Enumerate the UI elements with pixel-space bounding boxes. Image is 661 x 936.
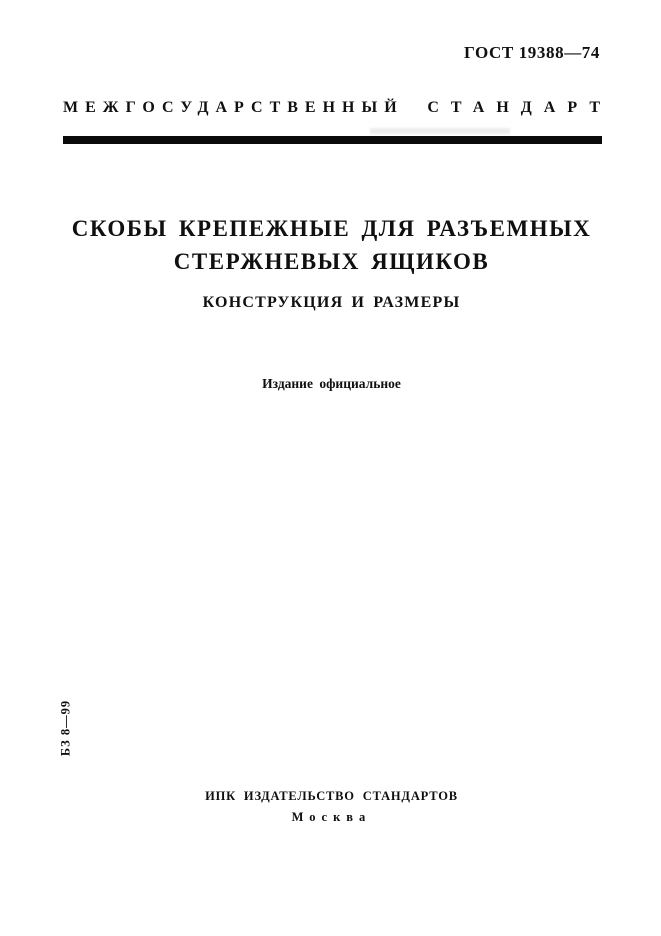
document-title-line-1: СКОБЫ КРЕПЕЖНЫЕ ДЛЯ РАЗЪЕМНЫХ xyxy=(71,216,592,241)
document-title xyxy=(63,212,600,278)
standard-type-header xyxy=(63,99,612,117)
standard-type-word-2: СТАНДАРТ xyxy=(427,99,612,116)
scan-artifact xyxy=(370,128,510,134)
header-rule xyxy=(63,136,602,144)
doc-number: ГОСТ 19388—74 xyxy=(464,43,600,62)
edition-note: Издание официальное xyxy=(262,376,401,391)
side-code-vertical: БЗ 8—99 xyxy=(58,699,73,757)
document-subtitle: КОНСТРУКЦИЯ И РАЗМЕРЫ xyxy=(202,294,461,311)
publisher-line: ИПК ИЗДАТЕЛЬСТВО СТАНДАРТОВ xyxy=(205,789,458,803)
city-line: Москва xyxy=(291,810,372,824)
document-title-line-2: СТЕРЖНЕВЫХ ЯЩИКОВ xyxy=(173,249,490,274)
standard-type-word-1: МЕЖГОСУДАРСТВЕННЫЙ xyxy=(63,99,404,116)
